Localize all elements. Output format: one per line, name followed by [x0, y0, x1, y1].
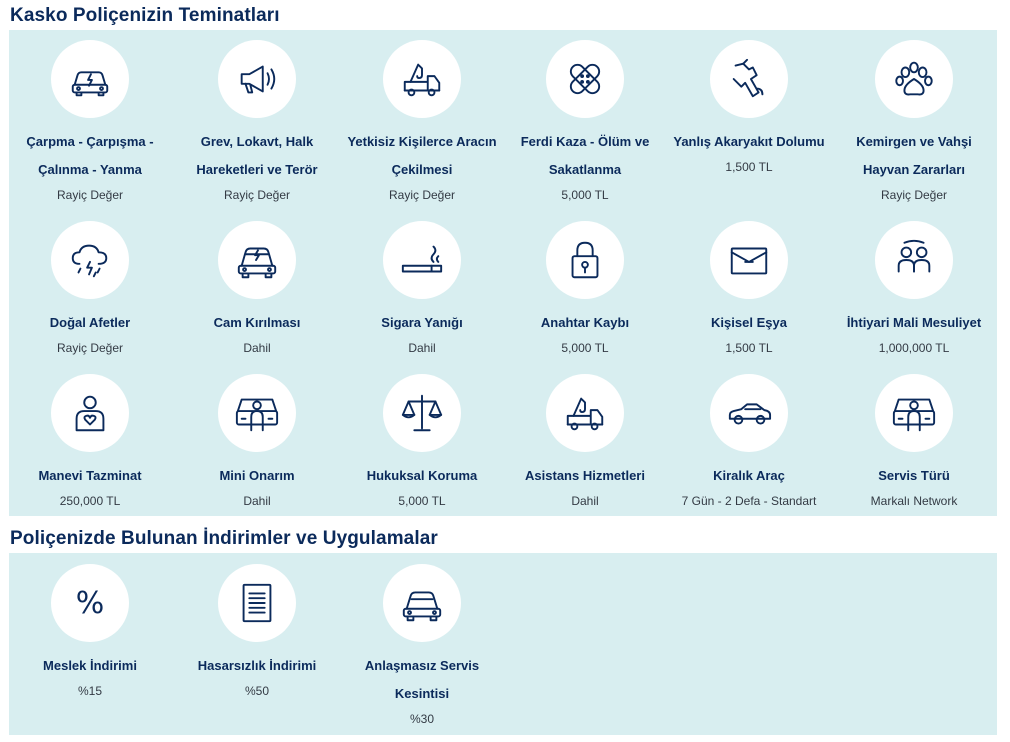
coverage-card [175, 221, 339, 357]
coverage-item-value: 5,000 TL [398, 494, 446, 508]
coverage-item-value: 5,000 TL [561, 188, 609, 202]
coverage-card [175, 40, 339, 204]
coverage-item-title: Kişisel Eşya [711, 315, 787, 330]
coverage-card [340, 221, 504, 357]
coverage-item-value: Dahil [571, 494, 599, 508]
coverage-card [340, 40, 504, 204]
coverage-item-title: Anahtar Kaybı [540, 315, 630, 330]
coverage-item-title: Hukuksal Koruma [366, 468, 478, 483]
coverage-item-title: İhtiyari Mali Mesuliyet [846, 315, 982, 330]
discounts-item-value: %50 [244, 684, 270, 698]
coverage-item-title: Çarpma - Çarpışma - Çalınma - Yanma [26, 134, 154, 177]
coverage-item-title: Manevi Tazminat [38, 468, 142, 483]
coverage-card [8, 40, 172, 204]
coverage-card [832, 221, 996, 357]
coverage-item-title: Sigara Yanığı [381, 315, 463, 330]
coverage-item-value: 1,000,000 TL [878, 341, 950, 355]
people-icon [875, 221, 953, 299]
discounts-item-value: %15 [77, 684, 103, 698]
scales-icon [383, 374, 461, 452]
car-side-icon [710, 374, 788, 452]
coverage-item-value: 1,500 TL [725, 341, 773, 355]
tow-truck-icon [546, 374, 624, 452]
coverage-card [8, 221, 172, 357]
coverage-item-value: 1,500 TL [725, 160, 773, 174]
coverage-item-title: Yetkisiz Kişilerce Aracın Çekilmesi [347, 134, 497, 177]
coverage-item-value: Markalı Network [870, 494, 958, 508]
coverage-item-title: Kemirgen ve Vahşi Hayvan Zararları [856, 134, 972, 177]
discounts-card [8, 564, 172, 700]
coverage-card [503, 221, 667, 357]
coverage-item-value: Rayiç Değer [880, 188, 948, 202]
discounts-section-title: Poliçenizde Bulunan İndirimler ve Uygulamalar [10, 528, 438, 549]
discounts-item-title: Hasarsızlık İndirimi [197, 658, 317, 673]
discounts-item-title: Anlaşmasız Servis Kesintisi [364, 658, 480, 701]
mechanic-icon [218, 374, 296, 452]
discounts-item-value: %30 [409, 712, 435, 726]
coverage-card [503, 40, 667, 204]
briefcase-icon [710, 221, 788, 299]
coverage-card [8, 374, 172, 510]
coverage-item-value: Rayiç Değer [223, 188, 291, 202]
coverage-item-title: Mini Onarım [219, 468, 295, 483]
broken-windshield-icon [218, 221, 296, 299]
coverage-item-title: Grev, Lokavt, Halk Hareketleri ve Terör [196, 134, 318, 177]
bandage-icon [546, 40, 624, 118]
car-crash-icon [51, 40, 129, 118]
coverage-card [667, 221, 831, 357]
discounts-card [340, 564, 504, 728]
paw-icon [875, 40, 953, 118]
mechanic-icon [875, 374, 953, 452]
coverage-card [503, 374, 667, 510]
coverage-section-title: Kasko Poliçenizin Teminatları [10, 5, 280, 26]
coverage-card [667, 374, 831, 510]
coverage-item-title: Doğal Afetler [49, 315, 131, 330]
coverage-item-title: Cam Kırılması [213, 315, 301, 330]
padlock-icon [546, 221, 624, 299]
coverage-item-value: Rayiç Değer [388, 188, 456, 202]
percent-glyph: % [75, 585, 105, 621]
coverage-item-value: 250,000 TL [59, 494, 121, 508]
coverage-item-title: Servis Türü [878, 468, 950, 483]
car-front-icon [383, 564, 461, 642]
coverage-item-title: Ferdi Kaza - Ölüm ve Sakatlanma [520, 134, 650, 177]
person-heart-icon [51, 374, 129, 452]
cigarette-icon [383, 221, 461, 299]
storm-cloud-icon [51, 221, 129, 299]
coverage-item-value: Dahil [243, 341, 271, 355]
discounts-item-title: Meslek İndirimi [43, 658, 137, 673]
discounts-card [175, 564, 339, 700]
coverage-item-title: Asistans Hizmetleri [525, 468, 645, 483]
coverage-item-value: Dahil [408, 341, 436, 355]
coverage-item-title: Kiralık Araç [713, 468, 785, 483]
coverage-card [832, 374, 996, 510]
coverage-item-title: Yanlış Akaryakıt Dolumu [673, 134, 825, 149]
megaphone-icon [218, 40, 296, 118]
coverage-item-value: 7 Gün - 2 Defa - Standart [681, 494, 817, 508]
document-icon [218, 564, 296, 642]
coverage-item-value: 5,000 TL [561, 341, 609, 355]
fuel-nozzle-icon [710, 40, 788, 118]
coverage-card [667, 40, 831, 176]
coverage-item-value: Dahil [243, 494, 271, 508]
coverage-card [832, 40, 996, 204]
coverage-item-value: Rayiç Değer [56, 341, 124, 355]
coverage-item-value: Rayiç Değer [56, 188, 124, 202]
coverage-card [175, 374, 339, 510]
tow-truck-icon [383, 40, 461, 118]
coverage-card [340, 374, 504, 510]
percent-icon [51, 564, 129, 642]
